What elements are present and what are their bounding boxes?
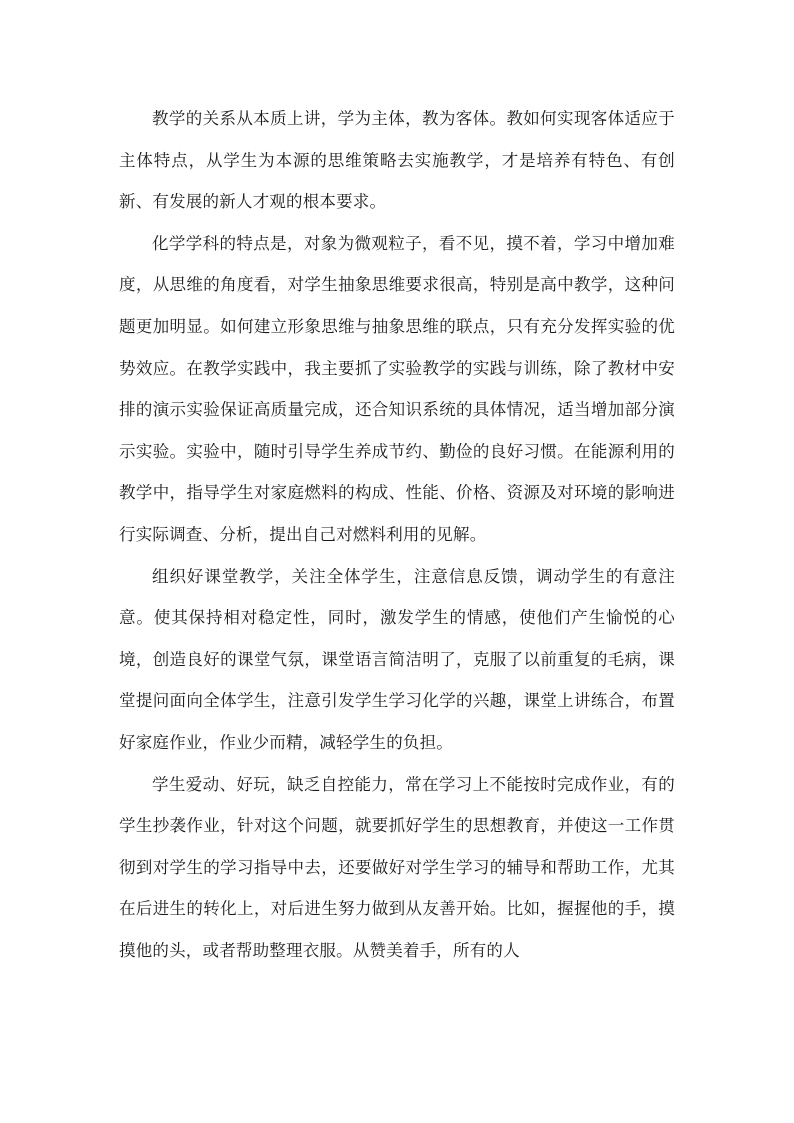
paragraph: 组织好课堂教学，关注全体学生，注意信息反馈，调动学生的有意注意。使其保持相对稳定性，同时，激发学生的情感，使他们产生愉悦的心境，创造良好的课堂气氛，课堂语言简洁明了，克服了以前重复的毛病，课堂提问面向全体学生，注意引发学生学习化学的兴趣，课堂上讲练合，布置好家庭作业，作业少而精，减轻学生的负担。 [119,566,675,752]
paragraph: 化学学科的特点是，对象为微观粒子，看不见，摸不着，学习中增加难度，从思维的角度看，对学生抽象思维要求很高，特别是高中教学，这种问题更加明显。如何建立形象思维与抽象思维的联点，只有充分发挥实验的优势效应。在教学实践中，我主要抓了实验教学的实践与训练，除了教材中安排的演示实验保证高质量完成，还合知识系统的具体情况，适当增加部分演示实验。实验中，随时引导学生养成节约、勤俭的良好习惯。在能源利用的教学中，指导学生对家庭燃料的构成、性能、价格、资源及对环境的影响进行实际调查、分析，提出自己对燃料利用的见解。 [119,233,675,544]
paragraph: 教学的关系从本质上讲，学为主体，教为客体。教如何实现客体适应于主体特点，从学生为本源的思维策略去实施教学，才是培养有特色、有创新、有发展的新人才观的根本要求。 [119,109,675,212]
document-body [119,98,675,971]
paragraph: 学生爱动、好玩，缺乏自控能力，常在学习上不能按时完成作业，有的学生抄袭作业，针对这个问题，就要抓好学生的思想教育，并使这一工作贯彻到对学生的学习指导中去，还要做好对学生学习的辅导和帮助工作，尤其在后进生的转化上，对后进生努力做到从友善开始。比如，握握他的手，摸摸他的头，或者帮助整理衣服。从赞美着手，所有的人 [119,774,675,960]
